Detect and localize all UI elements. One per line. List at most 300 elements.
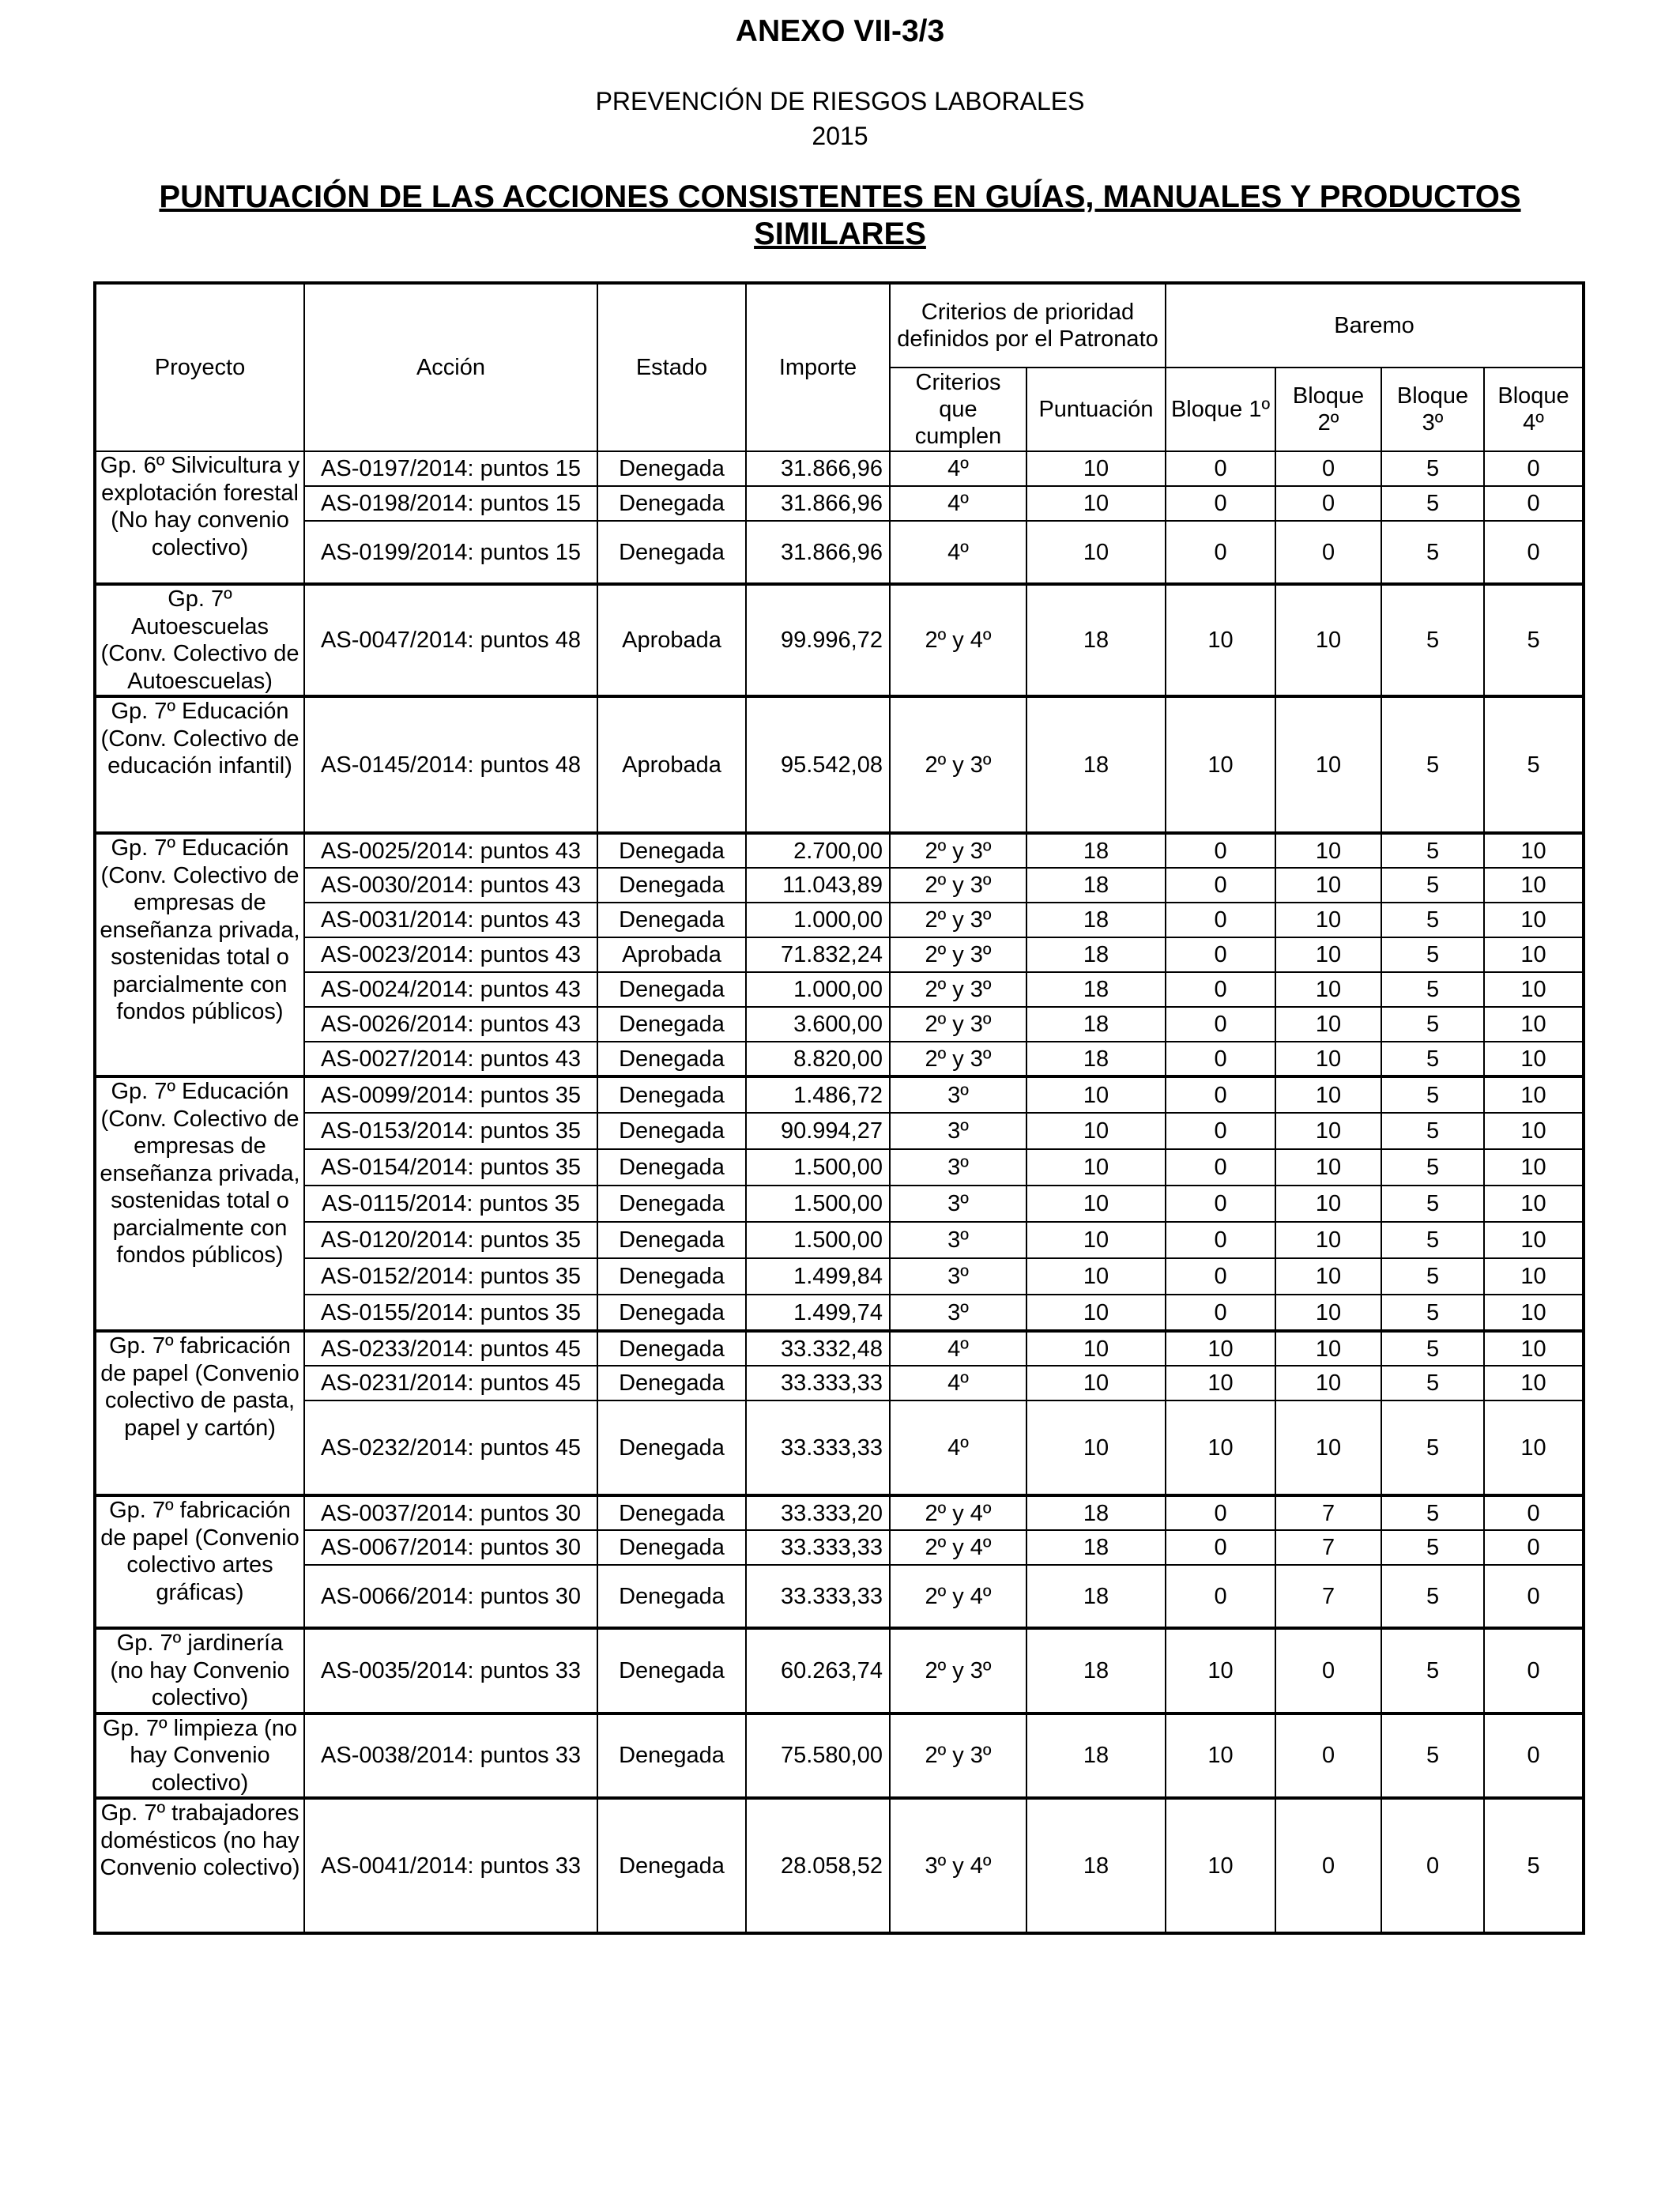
cell-bloque-4: 10 (1484, 868, 1584, 903)
cell-bloque-3: 5 (1381, 1258, 1484, 1295)
cell-estado: Denegada (597, 1331, 746, 1366)
table-row (95, 521, 1584, 584)
table-row (95, 903, 1584, 937)
cell-importe: 1.499,84 (746, 1258, 890, 1295)
cell-criterios: 3º (890, 1186, 1026, 1222)
cell-accion: AS-0041/2014: puntos 33 (304, 1798, 597, 1933)
cell-accion: AS-0023/2014: puntos 43 (304, 937, 597, 972)
cell-bloque-1: 0 (1166, 451, 1275, 486)
cell-bloque-1: 0 (1166, 1186, 1275, 1222)
cell-bloque-3: 5 (1381, 1366, 1484, 1400)
cell-criterios: 4º (890, 1331, 1026, 1366)
cell-bloque-1: 0 (1166, 1042, 1275, 1076)
cell-puntuacion: 10 (1026, 1076, 1166, 1113)
cell-bloque-2: 10 (1275, 903, 1381, 937)
cell-bloque-3: 5 (1381, 696, 1484, 833)
cell-bloque-4: 5 (1484, 696, 1584, 833)
cell-criterios: 3º (890, 1222, 1026, 1258)
cell-importe: 99.996,72 (746, 584, 890, 696)
cell-bloque-4: 0 (1484, 1713, 1584, 1799)
cell-criterios: 4º (890, 451, 1026, 486)
document-title: PUNTUACIÓN DE LAS ACCIONES CONSISTENTES EN GUÍAS, MANUALES Y PRODUCTOS SIMILARES (159, 179, 1521, 251)
cell-bloque-1: 10 (1166, 696, 1275, 833)
cell-accion: AS-0155/2014: puntos 35 (304, 1295, 597, 1331)
cell-bloque-1: 0 (1166, 937, 1275, 972)
subtitle: PREVENCIÓN DE RIESGOS LABORALES (595, 87, 1085, 115)
cell-criterios: 2º y 3º (890, 1042, 1026, 1076)
cell-bloque-1: 10 (1166, 584, 1275, 696)
cell-bloque-3: 0 (1381, 1798, 1484, 1933)
table-row (95, 1258, 1584, 1295)
col-header-importe: Importe (746, 283, 890, 451)
cell-bloque-1: 10 (1166, 1366, 1275, 1400)
table-row (95, 1186, 1584, 1222)
cell-bloque-3: 5 (1381, 1495, 1484, 1530)
table-row (95, 451, 1584, 486)
cell-bloque-1: 0 (1166, 1076, 1275, 1113)
cell-accion: AS-0232/2014: puntos 45 (304, 1400, 597, 1495)
cell-accion: AS-0099/2014: puntos 35 (304, 1076, 597, 1113)
cell-importe: 33.333,33 (746, 1565, 890, 1628)
cell-bloque-1: 0 (1166, 972, 1275, 1007)
annex-heading: ANEXO VII-3/3 (735, 14, 945, 48)
cell-estado: Denegada (597, 1400, 746, 1495)
cell-importe: 3.600,00 (746, 1007, 890, 1042)
cell-proyecto: Gp. 7º fabricación de papel (Convenio colectivo de pasta, papel y cartón) (95, 1331, 304, 1495)
cell-criterios: 2º y 3º (890, 972, 1026, 1007)
table-body (95, 451, 1584, 1933)
cell-estado: Denegada (597, 1042, 746, 1076)
cell-puntuacion: 10 (1026, 1149, 1166, 1186)
col-header-bloque-1: Bloque 1º (1166, 368, 1275, 451)
cell-bloque-3: 5 (1381, 1331, 1484, 1366)
cell-estado: Denegada (597, 521, 746, 584)
cell-importe: 31.866,96 (746, 486, 890, 521)
cell-bloque-4: 10 (1484, 937, 1584, 972)
cell-importe: 1.486,72 (746, 1076, 890, 1113)
cell-puntuacion: 18 (1026, 1530, 1166, 1565)
cell-criterios: 3º (890, 1258, 1026, 1295)
cell-estado: Aprobada (597, 584, 746, 696)
cell-bloque-2: 10 (1275, 584, 1381, 696)
cell-estado: Denegada (597, 1530, 746, 1565)
cell-accion: AS-0047/2014: puntos 48 (304, 584, 597, 696)
cell-accion: AS-0066/2014: puntos 30 (304, 1565, 597, 1628)
cell-bloque-4: 10 (1484, 972, 1584, 1007)
cell-proyecto: Gp. 6º Silvicultura y explotación forestal (No hay convenio colectivo) (95, 451, 304, 584)
cell-bloque-4: 10 (1484, 1042, 1584, 1076)
table-row (95, 1628, 1584, 1713)
cell-criterios: 2º y 3º (890, 1628, 1026, 1713)
table-row (95, 868, 1584, 903)
cell-bloque-1: 0 (1166, 903, 1275, 937)
cell-puntuacion: 10 (1026, 486, 1166, 521)
cell-puntuacion: 10 (1026, 451, 1166, 486)
cell-puntuacion: 10 (1026, 1222, 1166, 1258)
cell-bloque-3: 5 (1381, 451, 1484, 486)
cell-bloque-2: 10 (1275, 1295, 1381, 1331)
cell-estado: Denegada (597, 833, 746, 868)
cell-estado: Denegada (597, 1113, 746, 1149)
cell-criterios: 4º (890, 486, 1026, 521)
cell-accion: AS-0026/2014: puntos 43 (304, 1007, 597, 1042)
cell-puntuacion: 10 (1026, 1331, 1166, 1366)
cell-estado: Denegada (597, 903, 746, 937)
col-header-bloque-2: Bloque 2º (1275, 368, 1381, 451)
col-header-estado: Estado (597, 283, 746, 451)
cell-bloque-1: 0 (1166, 521, 1275, 584)
cell-bloque-1: 0 (1166, 1222, 1275, 1258)
cell-importe: 31.866,96 (746, 451, 890, 486)
cell-accion: AS-0145/2014: puntos 48 (304, 696, 597, 833)
cell-bloque-1: 0 (1166, 1295, 1275, 1331)
table-row (95, 1366, 1584, 1400)
table-row (95, 1113, 1584, 1149)
col-header-proyecto: Proyecto (95, 283, 304, 451)
cell-criterios: 2º y 4º (890, 1530, 1026, 1565)
cell-proyecto: Gp. 7º Educación (Conv. Colectivo de empresas de enseñanza privada, sostenidas total o parcialmente con fondos públicos) (95, 833, 304, 1076)
table-row (95, 1222, 1584, 1258)
cell-estado: Denegada (597, 1149, 746, 1186)
cell-estado: Denegada (597, 1798, 746, 1933)
cell-bloque-2: 10 (1275, 1366, 1381, 1400)
cell-bloque-4: 10 (1484, 1331, 1584, 1366)
cell-accion: AS-0231/2014: puntos 45 (304, 1366, 597, 1400)
cell-accion: AS-0027/2014: puntos 43 (304, 1042, 597, 1076)
cell-estado: Denegada (597, 1007, 746, 1042)
cell-puntuacion: 10 (1026, 1366, 1166, 1400)
cell-accion: AS-0038/2014: puntos 33 (304, 1713, 597, 1799)
cell-bloque-1: 0 (1166, 486, 1275, 521)
cell-bloque-4: 0 (1484, 1495, 1584, 1530)
cell-puntuacion: 18 (1026, 937, 1166, 972)
cell-importe: 1.000,00 (746, 972, 890, 1007)
cell-puntuacion: 18 (1026, 1565, 1166, 1628)
cell-criterios: 2º y 3º (890, 1713, 1026, 1799)
cell-puntuacion: 18 (1026, 584, 1166, 696)
cell-bloque-2: 10 (1275, 696, 1381, 833)
cell-accion: AS-0198/2014: puntos 15 (304, 486, 597, 521)
cell-bloque-3: 5 (1381, 1007, 1484, 1042)
cell-bloque-3: 5 (1381, 486, 1484, 521)
cell-puntuacion: 10 (1026, 1113, 1166, 1149)
cell-importe: 31.866,96 (746, 521, 890, 584)
table-row (95, 1495, 1584, 1530)
cell-accion: AS-0035/2014: puntos 33 (304, 1628, 597, 1713)
cell-bloque-3: 5 (1381, 1149, 1484, 1186)
cell-bloque-3: 5 (1381, 903, 1484, 937)
cell-puntuacion: 18 (1026, 696, 1166, 833)
cell-importe: 60.263,74 (746, 1628, 890, 1713)
cell-estado: Denegada (597, 1076, 746, 1113)
cell-bloque-4: 0 (1484, 486, 1584, 521)
cell-bloque-4: 10 (1484, 1222, 1584, 1258)
cell-criterios: 3º (890, 1295, 1026, 1331)
cell-bloque-1: 0 (1166, 868, 1275, 903)
cell-importe: 11.043,89 (746, 868, 890, 903)
cell-puntuacion: 18 (1026, 868, 1166, 903)
table-row (95, 1295, 1584, 1331)
cell-importe: 33.333,33 (746, 1400, 890, 1495)
cell-bloque-4: 0 (1484, 1628, 1584, 1713)
cell-bloque-2: 7 (1275, 1565, 1381, 1628)
cell-bloque-2: 10 (1275, 1007, 1381, 1042)
cell-bloque-2: 10 (1275, 1222, 1381, 1258)
cell-criterios: 2º y 3º (890, 868, 1026, 903)
cell-bloque-3: 5 (1381, 521, 1484, 584)
table-row (95, 1331, 1584, 1366)
cell-bloque-4: 5 (1484, 1798, 1584, 1933)
cell-bloque-3: 5 (1381, 868, 1484, 903)
table-row (95, 1149, 1584, 1186)
col-header-criterios-cumplen: Criterios que cumplen (890, 368, 1026, 451)
cell-bloque-4: 10 (1484, 1258, 1584, 1295)
scores-table (93, 281, 1585, 1935)
cell-criterios: 3º (890, 1113, 1026, 1149)
cell-bloque-4: 10 (1484, 903, 1584, 937)
cell-bloque-4: 10 (1484, 833, 1584, 868)
cell-accion: AS-0233/2014: puntos 45 (304, 1331, 597, 1366)
cell-bloque-2: 10 (1275, 833, 1381, 868)
cell-puntuacion: 10 (1026, 521, 1166, 584)
table-row (95, 1007, 1584, 1042)
cell-bloque-3: 5 (1381, 1400, 1484, 1495)
cell-bloque-2: 10 (1275, 1042, 1381, 1076)
cell-importe: 28.058,52 (746, 1798, 890, 1933)
cell-bloque-2: 10 (1275, 1149, 1381, 1186)
cell-estado: Denegada (597, 451, 746, 486)
cell-importe: 33.332,48 (746, 1331, 890, 1366)
cell-criterios: 2º y 3º (890, 833, 1026, 868)
table-row (95, 1530, 1584, 1565)
cell-bloque-4: 10 (1484, 1186, 1584, 1222)
cell-bloque-2: 10 (1275, 937, 1381, 972)
cell-bloque-3: 5 (1381, 1042, 1484, 1076)
cell-bloque-1: 10 (1166, 1331, 1275, 1366)
cell-bloque-2: 10 (1275, 1258, 1381, 1295)
cell-bloque-4: 10 (1484, 1113, 1584, 1149)
table-row (95, 937, 1584, 972)
table-row (95, 486, 1584, 521)
cell-bloque-2: 10 (1275, 1400, 1381, 1495)
cell-bloque-2: 0 (1275, 451, 1381, 486)
cell-bloque-1: 10 (1166, 1798, 1275, 1933)
table-row (95, 972, 1584, 1007)
cell-bloque-3: 5 (1381, 937, 1484, 972)
cell-importe: 33.333,20 (746, 1495, 890, 1530)
cell-importe: 2.700,00 (746, 833, 890, 868)
cell-bloque-4: 0 (1484, 1565, 1584, 1628)
cell-puntuacion: 10 (1026, 1186, 1166, 1222)
table-row (95, 1798, 1584, 1933)
col-header-accion: Acción (304, 283, 597, 451)
cell-bloque-1: 10 (1166, 1628, 1275, 1713)
cell-importe: 8.820,00 (746, 1042, 890, 1076)
cell-criterios: 3º y 4º (890, 1798, 1026, 1933)
table-row (95, 584, 1584, 696)
cell-importe: 1.500,00 (746, 1222, 890, 1258)
cell-bloque-3: 5 (1381, 1113, 1484, 1149)
cell-bloque-2: 10 (1275, 1186, 1381, 1222)
cell-estado: Aprobada (597, 937, 746, 972)
cell-accion: AS-0037/2014: puntos 30 (304, 1495, 597, 1530)
cell-bloque-3: 5 (1381, 833, 1484, 868)
cell-bloque-2: 0 (1275, 1628, 1381, 1713)
cell-estado: Denegada (597, 1186, 746, 1222)
cell-importe: 33.333,33 (746, 1530, 890, 1565)
table-row (95, 1713, 1584, 1799)
cell-criterios: 2º y 3º (890, 696, 1026, 833)
cell-accion: AS-0153/2014: puntos 35 (304, 1113, 597, 1149)
cell-bloque-4: 10 (1484, 1076, 1584, 1113)
cell-bloque-3: 5 (1381, 972, 1484, 1007)
cell-estado: Denegada (597, 1295, 746, 1331)
cell-bloque-4: 0 (1484, 1530, 1584, 1565)
cell-bloque-2: 0 (1275, 521, 1381, 584)
cell-bloque-3: 5 (1381, 1565, 1484, 1628)
cell-criterios: 4º (890, 1366, 1026, 1400)
cell-criterios: 2º y 3º (890, 1007, 1026, 1042)
cell-bloque-3: 5 (1381, 584, 1484, 696)
cell-accion: AS-0067/2014: puntos 30 (304, 1530, 597, 1565)
table-row (95, 1042, 1584, 1076)
cell-estado: Denegada (597, 972, 746, 1007)
cell-accion: AS-0031/2014: puntos 43 (304, 903, 597, 937)
cell-bloque-2: 10 (1275, 1113, 1381, 1149)
cell-puntuacion: 18 (1026, 1713, 1166, 1799)
cell-bloque-1: 0 (1166, 1258, 1275, 1295)
col-header-puntuacion: Puntuación (1026, 368, 1166, 451)
cell-proyecto: Gp. 7º limpieza (no hay Convenio colectivo) (95, 1713, 304, 1799)
cell-proyecto: Gp. 7º fabricación de papel (Convenio colectivo artes gráficas) (95, 1495, 304, 1628)
cell-bloque-4: 0 (1484, 521, 1584, 584)
cell-importe: 33.333,33 (746, 1366, 890, 1400)
cell-bloque-1: 0 (1166, 1149, 1275, 1186)
cell-estado: Denegada (597, 1222, 746, 1258)
cell-puntuacion: 18 (1026, 1007, 1166, 1042)
table-row (95, 1400, 1584, 1495)
cell-proyecto: Gp. 7º jardinería (no hay Convenio colectivo) (95, 1628, 304, 1713)
cell-criterios: 2º y 3º (890, 903, 1026, 937)
col-header-criterios-group: Criterios de prioridad definidos por el Patronato (890, 283, 1166, 368)
cell-bloque-1: 0 (1166, 1007, 1275, 1042)
cell-bloque-2: 0 (1275, 486, 1381, 521)
cell-puntuacion: 18 (1026, 833, 1166, 868)
cell-criterios: 4º (890, 521, 1026, 584)
table-row (95, 1565, 1584, 1628)
cell-bloque-2: 7 (1275, 1495, 1381, 1530)
cell-puntuacion: 18 (1026, 1042, 1166, 1076)
cell-bloque-1: 10 (1166, 1400, 1275, 1495)
cell-bloque-1: 0 (1166, 1113, 1275, 1149)
cell-importe: 1.000,00 (746, 903, 890, 937)
cell-criterios: 3º (890, 1149, 1026, 1186)
table-row (95, 696, 1584, 833)
cell-bloque-2: 0 (1275, 1713, 1381, 1799)
cell-bloque-4: 10 (1484, 1007, 1584, 1042)
cell-bloque-4: 10 (1484, 1400, 1584, 1495)
table-row (95, 1076, 1584, 1113)
cell-bloque-3: 5 (1381, 1530, 1484, 1565)
cell-bloque-1: 0 (1166, 833, 1275, 868)
cell-criterios: 2º y 4º (890, 584, 1026, 696)
cell-bloque-4: 10 (1484, 1366, 1584, 1400)
cell-accion: AS-0025/2014: puntos 43 (304, 833, 597, 868)
cell-accion: AS-0120/2014: puntos 35 (304, 1222, 597, 1258)
cell-bloque-4: 10 (1484, 1295, 1584, 1331)
cell-bloque-3: 5 (1381, 1295, 1484, 1331)
cell-criterios: 2º y 3º (890, 937, 1026, 972)
cell-bloque-1: 0 (1166, 1565, 1275, 1628)
cell-criterios: 2º y 4º (890, 1565, 1026, 1628)
year: 2015 (812, 122, 868, 150)
cell-estado: Denegada (597, 1713, 746, 1799)
cell-estado: Denegada (597, 1628, 746, 1713)
cell-accion: AS-0197/2014: puntos 15 (304, 451, 597, 486)
cell-puntuacion: 18 (1026, 903, 1166, 937)
cell-puntuacion: 10 (1026, 1400, 1166, 1495)
cell-importe: 75.580,00 (746, 1713, 890, 1799)
cell-bloque-1: 10 (1166, 1713, 1275, 1799)
cell-puntuacion: 10 (1026, 1258, 1166, 1295)
cell-proyecto: Gp. 7º Educación (Conv. Colectivo de educación infantil) (95, 696, 304, 833)
cell-importe: 90.994,27 (746, 1113, 890, 1149)
cell-accion: AS-0024/2014: puntos 43 (304, 972, 597, 1007)
cell-bloque-2: 10 (1275, 1076, 1381, 1113)
cell-bloque-3: 5 (1381, 1628, 1484, 1713)
cell-estado: Denegada (597, 1258, 746, 1295)
cell-accion: AS-0154/2014: puntos 35 (304, 1149, 597, 1186)
cell-estado: Denegada (597, 1495, 746, 1530)
table-row (95, 833, 1584, 868)
cell-bloque-2: 10 (1275, 868, 1381, 903)
cell-bloque-3: 5 (1381, 1186, 1484, 1222)
cell-importe: 1.500,00 (746, 1149, 890, 1186)
cell-estado: Denegada (597, 1565, 746, 1628)
cell-estado: Denegada (597, 868, 746, 903)
cell-accion: AS-0199/2014: puntos 15 (304, 521, 597, 584)
cell-bloque-3: 5 (1381, 1713, 1484, 1799)
col-header-bloque-4: Bloque 4º (1484, 368, 1584, 451)
cell-bloque-4: 0 (1484, 451, 1584, 486)
col-header-bloque-3: Bloque 3º (1381, 368, 1484, 451)
cell-bloque-4: 5 (1484, 584, 1584, 696)
cell-accion: AS-0030/2014: puntos 43 (304, 868, 597, 903)
cell-bloque-2: 10 (1275, 1331, 1381, 1366)
cell-estado: Denegada (597, 1366, 746, 1400)
cell-puntuacion: 10 (1026, 1295, 1166, 1331)
cell-criterios: 4º (890, 1400, 1026, 1495)
cell-estado: Denegada (597, 486, 746, 521)
cell-bloque-2: 10 (1275, 972, 1381, 1007)
cell-puntuacion: 18 (1026, 1628, 1166, 1713)
cell-bloque-2: 0 (1275, 1798, 1381, 1933)
cell-puntuacion: 18 (1026, 1495, 1166, 1530)
cell-accion: AS-0115/2014: puntos 35 (304, 1186, 597, 1222)
cell-accion: AS-0152/2014: puntos 35 (304, 1258, 597, 1295)
cell-importe: 1.500,00 (746, 1186, 890, 1222)
cell-bloque-1: 0 (1166, 1530, 1275, 1565)
cell-bloque-3: 5 (1381, 1076, 1484, 1113)
cell-estado: Aprobada (597, 696, 746, 833)
cell-importe: 1.499,74 (746, 1295, 890, 1331)
cell-proyecto: Gp. 7º Educación (Conv. Colectivo de empresas de enseñanza privada, sostenidas total o parcialmente con fondos públicos) (95, 1076, 304, 1331)
cell-bloque-1: 0 (1166, 1495, 1275, 1530)
cell-importe: 71.832,24 (746, 937, 890, 972)
cell-bloque-2: 7 (1275, 1530, 1381, 1565)
cell-criterios: 3º (890, 1076, 1026, 1113)
cell-criterios: 2º y 4º (890, 1495, 1026, 1530)
